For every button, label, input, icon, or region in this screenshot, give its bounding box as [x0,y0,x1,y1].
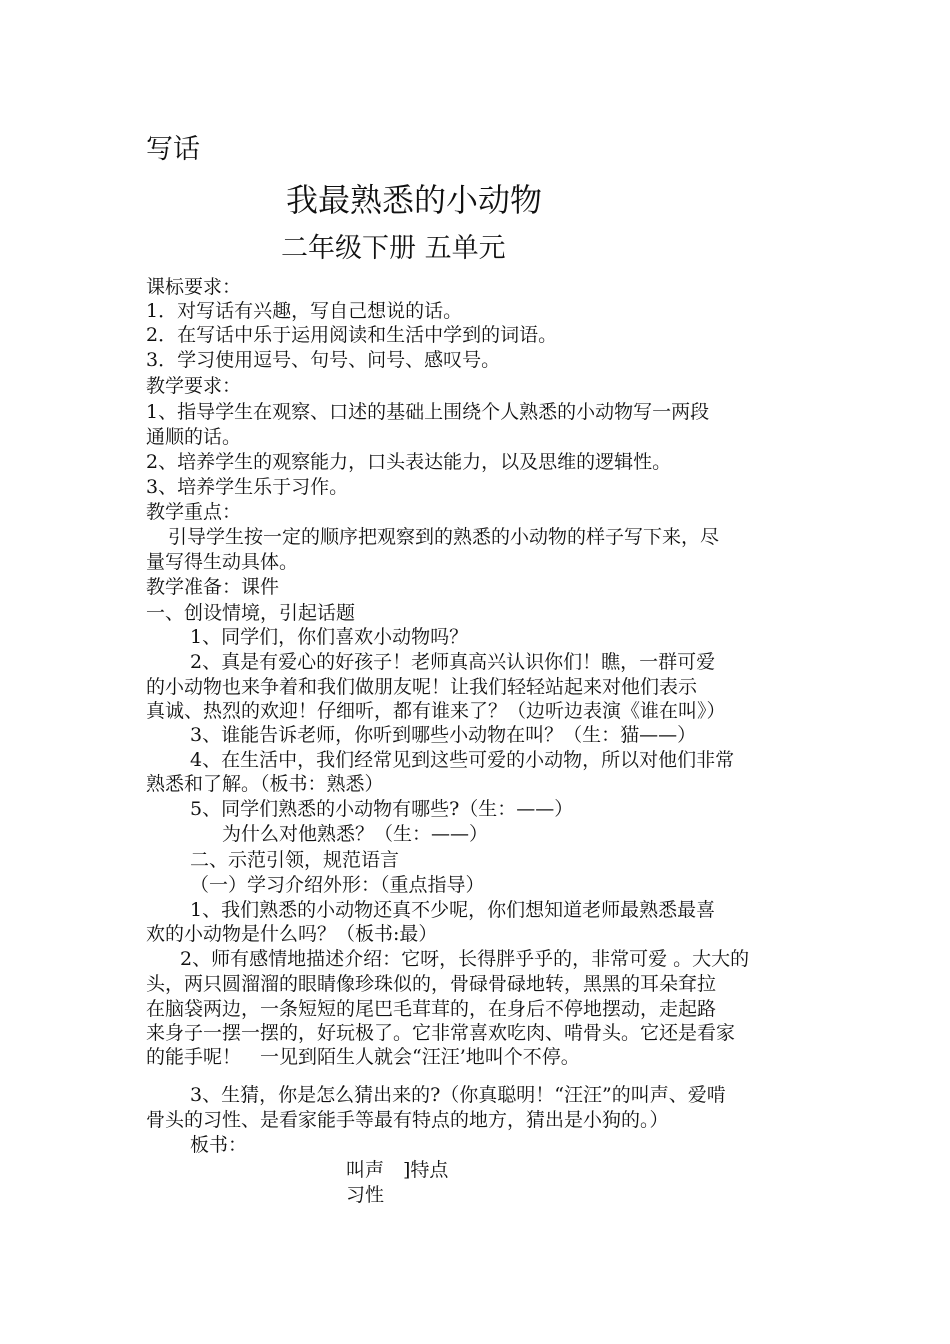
text-line: 2．在写话中乐于运用阅读和生活中学到的词语。 [146,324,558,346]
text-line: 在脑袋两边，一条短短的尾巴毛茸茸的，在身后不停地摆动，走起路 [146,998,717,1020]
section-heading: 课标要求： [146,276,242,298]
header-label: 写话 [146,134,200,165]
text-line: 的小动物也来争着和我们做朋友呢！让我们轻轻站起来对他们表示 [146,676,698,698]
text-line: （一）学习介绍外形：（重点指导） [190,874,485,896]
text-line: 真诚、热烈的欢迎！仔细听，都有谁来了？（边听边表演《谁在叫》） [146,700,726,722]
section-heading: 教学重点： [146,501,242,523]
doc-subtitle: 二年级下册 五单元 [281,233,506,264]
board-item: 叫声 ]特点 [346,1159,449,1181]
text-line: 4、在生活中，我们经常见到这些可爱的小动物，所以对他们非常 [190,749,735,771]
text-line: 3、生猜，你是怎么猜出来的?（你真聪明！“汪汪”的叫声、爱啃 [190,1084,726,1106]
text-line: 2、真是有爱心的好孩子！老师真高兴认识你们！瞧，一群可爱 [190,651,716,673]
text-line: 3．学习使用逗号、句号、问号、感叹号。 [146,349,501,371]
text-line: 的能手呢！ 一见到陌生人就会“汪汪’地叫个不停。 [146,1046,580,1068]
section-heading: 教学要求： [146,375,242,397]
section-heading: 二、示范引领，规范语言 [190,849,400,871]
board-item: 习性 [346,1184,385,1206]
text-line: 1、指导学生在观察、口述的基础上围绕个人熟悉的小动物写一两段 [146,401,710,423]
board-label: 板书： [190,1134,248,1156]
text-line: 欢的小动物是什么吗？（板书:最） [146,923,438,945]
text-line: 1．对写话有兴趣，写自己想说的话。 [146,300,463,322]
text-line: 3、培养学生乐于习作。 [146,476,349,498]
text-line: 1、同学们，你们喜欢小动物吗？ [190,626,469,648]
text-line: 量写得生动具体。 [146,551,299,573]
section-heading: 教学准备：课件 [146,576,280,598]
section-heading: 一、创设情境，引起话题 [146,602,356,624]
text-line: 来身子一摆一摆的，好玩极了。它非常喜欢吃肉、啃骨头。它还是看家 [146,1022,736,1044]
text-line: 骨头的习性、是看家能手等最有特点的地方，猜出是小狗的。） [146,1109,669,1131]
doc-title: 我最熟悉的小动物 [286,181,543,219]
text-line: 1、我们熟悉的小动物还真不少呢，你们想知道老师最熟悉最喜 [190,899,716,921]
text-line: 引导学生按一定的顺序把观察到的熟悉的小动物的样子写下来，尽 [168,526,720,548]
text-line: 2、培养学生的观察能力，口头表达能力，以及思维的逻辑性。 [146,451,672,473]
text-line: 为什么对他熟悉？（生：——） [222,823,489,845]
text-line: 2、师有感情地描述介绍：它呀，长得胖乎乎的，非常可爱 。大大的 [180,948,750,970]
text-line: 5、同学们熟悉的小动物有哪些?（生：——） [190,798,574,820]
text-line: 熟悉和了解。（板书：熟悉） [146,773,384,795]
text-line: 通顺的话。 [146,426,242,448]
text-line: 头，两只圆溜溜的眼睛像珍珠似的，骨碌骨碌地转，黑黑的耳朵耷拉 [146,973,717,995]
text-line: 3、谁能告诉老师，你听到哪些小动物在叫？（生：猫——） [190,724,697,746]
